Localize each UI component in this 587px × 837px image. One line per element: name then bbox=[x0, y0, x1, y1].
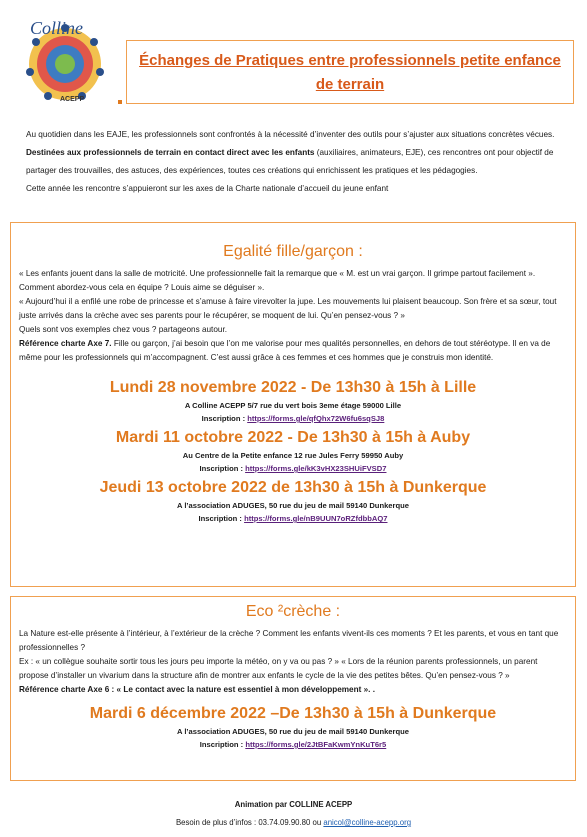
charter-reference: Référence charte Axe 6 : « Le contact avec la nature est essentiel à mon développement ». . bbox=[19, 685, 375, 694]
event-date: Mardi 11 octobre 2022 - De 13h30 à 15h à Auby bbox=[115, 429, 471, 446]
inscription-label: Inscription : bbox=[199, 464, 246, 473]
event-inscription bbox=[11, 412, 575, 425]
example: Ex : « un collègue souhaite sortir tous les jours peu importe la météo, on y va ou pas ? » « Lors de la réunion parents professionnels, un parent propose d’installer un vivarium dans la structure afin de montrer aux enfants le cycle de la vie des petites bêtes. Qu’en pensez-vous ? » bbox=[19, 657, 538, 680]
title-box bbox=[126, 40, 574, 104]
charter-ref-label: Référence charte Axe 7. bbox=[19, 339, 112, 348]
section-title: Egalité fille/garçon : bbox=[223, 243, 363, 260]
scenario-2: « Aujourd’hui il a enfilé une robe de princesse et s’amuse à faire virevolter la jupe. Les mouvements lui plaisent beaucoup. Son frère et sa sœur, tout juste arrivés dans la crèche avec ses parents pour le récupérer, se moquent de lui. Qu’en pensez-vous ? » bbox=[19, 297, 557, 320]
question: Quels sont vos exemples chez vous ? partageons autour. bbox=[19, 325, 227, 334]
inscription-label: Inscription : bbox=[198, 514, 245, 523]
intro-paragraph-3: Cette année les rencontre s’appuieront sur les axes de la Charte nationale d’accueil du jeune enfant bbox=[26, 184, 389, 193]
event-date: Mardi 6 décembre 2022 –De 13h30 à 15h à Dunkerque bbox=[89, 705, 497, 722]
event-address: A l’association ADUGES, 50 rue du jeu de mail 59140 Dunkerque bbox=[177, 501, 409, 510]
scenario-1: « Les enfants jouent dans la salle de motricité. Une professionnelle fait la remarque que « M. est un vrai garçon. Il grimpe partout facilement ». Comment abordez-vous cela en équipe ? Louis aime se déguiser ». bbox=[19, 269, 536, 292]
intro-paragraph-1: Au quotidien dans les EAJE, les professionnels sont confrontés à la nécessité d’inventer des outils pour s’ajuster aux situations concrètes vécues. bbox=[26, 130, 555, 139]
inscription-link[interactable]: https://forms.gle/kK3vHX23SHUiFVSD7 bbox=[245, 464, 387, 473]
event-inscription bbox=[11, 512, 575, 525]
footer-animation: Animation par COLLINE ACEPP bbox=[234, 800, 353, 809]
intro-paragraph-2 bbox=[26, 144, 574, 180]
footer-contact bbox=[0, 818, 587, 827]
event-dunkerque-december bbox=[11, 703, 575, 751]
inscription-link[interactable]: https://forms.gle/nB9UUN7oRZfdbbAQ7 bbox=[244, 514, 388, 523]
contact-email-link[interactable]: anicol@colline-acepp.org bbox=[323, 818, 412, 827]
section-body bbox=[11, 267, 575, 365]
inscription-link[interactable]: https://forms.gle/2JtBFaKwmYnKuT6r5 bbox=[245, 740, 387, 749]
charter-ref-text: Fille ou garçon, j’ai besoin que l’on me valorise pour mes qualités personnelles, en dehors de tout stéréotype. Il en va de même pour les professionnels qui m’accompagnent. C’est aussi grâce à ces femmes et ces hommes que je construis mon identité. bbox=[19, 339, 551, 362]
intro-audience: Destinées aux professionnels de terrain en contact direct avec les enfants bbox=[26, 148, 315, 157]
event-inscription bbox=[11, 462, 575, 475]
section-body bbox=[11, 627, 575, 697]
logo-subtitle: ACEPP bbox=[60, 96, 85, 103]
event-date: Lundi 28 novembre 2022 - De 13h30 à 15h à Lille bbox=[109, 379, 477, 396]
charter-reference bbox=[19, 337, 567, 365]
title-line-2: de terrain bbox=[315, 76, 385, 93]
footer bbox=[0, 797, 587, 827]
section-egalite bbox=[10, 222, 576, 587]
decorative-dot bbox=[118, 100, 122, 104]
event-address: A Colline ACEPP 5/7 rue du vert bois 3eme étage 59000 Lille bbox=[184, 401, 402, 410]
inscription-label: Inscription : bbox=[201, 414, 248, 423]
intro-objective: (auxiliaires, animateurs, EJE), ces rencontres ont pour objectif de partager des trouvailles, des astuces, des expériences, toutes ces créations qui enrichissent les pratiques et les pédagogies. bbox=[26, 148, 554, 175]
inscription-link[interactable]: https://forms.gle/qfQhx72W6fu6sqSJ8 bbox=[247, 414, 385, 423]
title-line-1: Échanges de Pratiques entre professionnels petite enfance bbox=[139, 52, 561, 69]
event-date: Jeudi 13 octobre 2022 de 13h30 à 15h à Dunkerque bbox=[99, 479, 487, 496]
section-title: Eco ²crèche : bbox=[245, 603, 341, 620]
nature-question: La Nature est-elle présente à l’intérieur, à l’extérieur de la crèche ? Comment les enfants vivent-ils ces moments ? Et les parents, et vous en tant que professionnelles ? bbox=[19, 629, 559, 652]
section-eco-creche bbox=[10, 596, 576, 781]
event-address: Au Centre de la Petite enfance 12 rue Jules Ferry 59950 Auby bbox=[182, 451, 404, 460]
logo-wordmark: Colline bbox=[30, 18, 83, 38]
event-auby bbox=[11, 427, 575, 475]
event-lille bbox=[11, 377, 575, 425]
event-address: A l’association ADUGES, 50 rue du jeu de mail 59140 Dunkerque bbox=[177, 727, 409, 736]
event-dunkerque bbox=[11, 477, 575, 525]
intro bbox=[26, 126, 574, 198]
contact-phone: Besoin de plus d’infos : 03.74.09.90.80 ou bbox=[175, 818, 324, 827]
inscription-label: Inscription : bbox=[199, 740, 246, 749]
event-inscription bbox=[11, 738, 575, 751]
page-title bbox=[127, 49, 573, 97]
